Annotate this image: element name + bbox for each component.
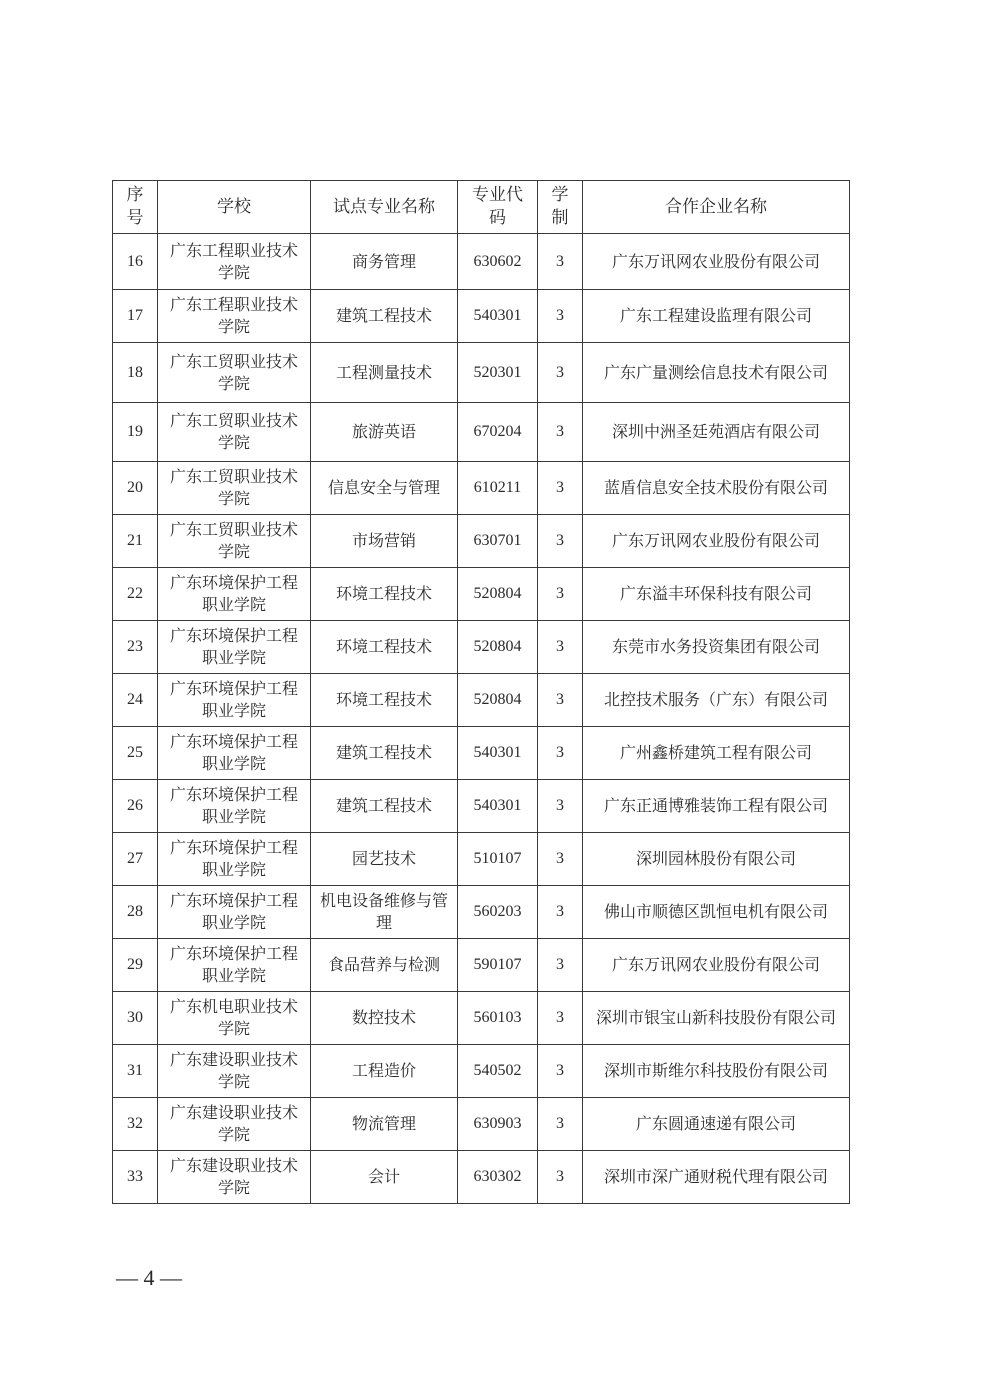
cell-years: 3 xyxy=(538,833,583,886)
table-row xyxy=(113,621,850,674)
cell-major: 工程造价 xyxy=(311,1045,458,1098)
cell-school: 广东工贸职业技术学院 xyxy=(158,462,311,515)
cell-seq: 29 xyxy=(113,939,158,992)
cell-school: 广东环境保护工程职业学院 xyxy=(158,833,311,886)
cell-school: 广东环境保护工程职业学院 xyxy=(158,780,311,833)
cell-major: 环境工程技术 xyxy=(311,568,458,621)
cell-years: 3 xyxy=(538,992,583,1045)
cell-major: 工程测量技术 xyxy=(311,343,458,403)
cell-code: 630602 xyxy=(458,234,538,290)
cell-years: 3 xyxy=(538,674,583,727)
cell-years: 3 xyxy=(538,515,583,568)
cell-years: 3 xyxy=(538,886,583,939)
table-row xyxy=(113,939,850,992)
table-row xyxy=(113,992,850,1045)
cell-seq: 30 xyxy=(113,992,158,1045)
cell-major: 建筑工程技术 xyxy=(311,290,458,343)
cell-major: 环境工程技术 xyxy=(311,621,458,674)
cell-school: 广东建设职业技术学院 xyxy=(158,1045,311,1098)
cell-code: 630701 xyxy=(458,515,538,568)
cell-seq: 18 xyxy=(113,343,158,403)
cell-code: 510107 xyxy=(458,833,538,886)
header-seq: 序号 xyxy=(113,181,158,234)
cell-school: 广东建设职业技术学院 xyxy=(158,1098,311,1151)
cell-major: 商务管理 xyxy=(311,234,458,290)
table-row xyxy=(113,833,850,886)
cell-years: 3 xyxy=(538,1045,583,1098)
cell-seq: 23 xyxy=(113,621,158,674)
header-major: 试点专业名称 xyxy=(311,181,458,234)
table-row xyxy=(113,515,850,568)
cell-code: 520301 xyxy=(458,343,538,403)
cell-school: 广东环境保护工程职业学院 xyxy=(158,727,311,780)
pilot-program-table xyxy=(112,180,850,1204)
cell-major: 园艺技术 xyxy=(311,833,458,886)
cell-company: 广东圆通速递有限公司 xyxy=(583,1098,850,1151)
cell-school: 广东环境保护工程职业学院 xyxy=(158,886,311,939)
cell-company: 广东溢丰环保科技有限公司 xyxy=(583,568,850,621)
cell-school: 广东建设职业技术学院 xyxy=(158,1151,311,1204)
cell-code: 520804 xyxy=(458,568,538,621)
table-row xyxy=(113,886,850,939)
cell-years: 3 xyxy=(538,234,583,290)
table-row xyxy=(113,462,850,515)
cell-major: 会计 xyxy=(311,1151,458,1204)
header-row xyxy=(113,181,850,234)
cell-years: 3 xyxy=(538,462,583,515)
table-body xyxy=(113,234,850,1204)
cell-company: 广东万讯网农业股份有限公司 xyxy=(583,234,850,290)
table-row xyxy=(113,343,850,403)
cell-seq: 33 xyxy=(113,1151,158,1204)
cell-seq: 21 xyxy=(113,515,158,568)
cell-company: 东莞市水务投资集团有限公司 xyxy=(583,621,850,674)
cell-seq: 27 xyxy=(113,833,158,886)
cell-company: 广州鑫桥建筑工程有限公司 xyxy=(583,727,850,780)
cell-company: 北控技术服务（广东）有限公司 xyxy=(583,674,850,727)
cell-code: 560103 xyxy=(458,992,538,1045)
cell-company: 深圳市银宝山新科技股份有限公司 xyxy=(583,992,850,1045)
header-years: 学制 xyxy=(538,181,583,234)
cell-years: 3 xyxy=(538,568,583,621)
cell-school: 广东环境保护工程职业学院 xyxy=(158,568,311,621)
cell-school: 广东工贸职业技术学院 xyxy=(158,343,311,403)
cell-school: 广东环境保护工程职业学院 xyxy=(158,674,311,727)
cell-company: 佛山市顺德区凯恒电机有限公司 xyxy=(583,886,850,939)
cell-seq: 28 xyxy=(113,886,158,939)
cell-company: 蓝盾信息安全技术股份有限公司 xyxy=(583,462,850,515)
table-row xyxy=(113,568,850,621)
cell-years: 3 xyxy=(538,403,583,462)
cell-company: 广东万讯网农业股份有限公司 xyxy=(583,515,850,568)
cell-seq: 32 xyxy=(113,1098,158,1151)
cell-seq: 26 xyxy=(113,780,158,833)
cell-company: 广东工程建设监理有限公司 xyxy=(583,290,850,343)
cell-years: 3 xyxy=(538,939,583,992)
cell-seq: 22 xyxy=(113,568,158,621)
cell-major: 信息安全与管理 xyxy=(311,462,458,515)
cell-years: 3 xyxy=(538,343,583,403)
cell-major: 数控技术 xyxy=(311,992,458,1045)
cell-major: 建筑工程技术 xyxy=(311,780,458,833)
cell-years: 3 xyxy=(538,1151,583,1204)
cell-company: 深圳中洲圣廷苑酒店有限公司 xyxy=(583,403,850,462)
cell-code: 560203 xyxy=(458,886,538,939)
cell-school: 广东工贸职业技术学院 xyxy=(158,403,311,462)
cell-code: 520804 xyxy=(458,674,538,727)
cell-company: 深圳园林股份有限公司 xyxy=(583,833,850,886)
cell-seq: 20 xyxy=(113,462,158,515)
cell-code: 540301 xyxy=(458,780,538,833)
cell-major: 环境工程技术 xyxy=(311,674,458,727)
cell-major: 物流管理 xyxy=(311,1098,458,1151)
cell-company: 广东万讯网农业股份有限公司 xyxy=(583,939,850,992)
page-number: — 4 — xyxy=(116,1265,182,1290)
cell-years: 3 xyxy=(538,780,583,833)
cell-company: 深圳市深广通财税代理有限公司 xyxy=(583,1151,850,1204)
cell-school: 广东工程职业技术学院 xyxy=(158,234,311,290)
cell-years: 3 xyxy=(538,290,583,343)
cell-major: 市场营销 xyxy=(311,515,458,568)
table-row xyxy=(113,290,850,343)
table-row xyxy=(113,1045,850,1098)
cell-school: 广东工贸职业技术学院 xyxy=(158,515,311,568)
cell-seq: 25 xyxy=(113,727,158,780)
cell-seq: 31 xyxy=(113,1045,158,1098)
cell-years: 3 xyxy=(538,1098,583,1151)
cell-years: 3 xyxy=(538,727,583,780)
header-school: 学校 xyxy=(158,181,311,234)
table-row xyxy=(113,1151,850,1204)
table-row xyxy=(113,727,850,780)
cell-company: 广东正通博雅装饰工程有限公司 xyxy=(583,780,850,833)
cell-code: 590107 xyxy=(458,939,538,992)
table-row xyxy=(113,234,850,290)
table-row xyxy=(113,674,850,727)
table-row xyxy=(113,403,850,462)
header-company: 合作企业名称 xyxy=(583,181,850,234)
cell-major: 建筑工程技术 xyxy=(311,727,458,780)
cell-code: 610211 xyxy=(458,462,538,515)
table-row xyxy=(113,1098,850,1151)
cell-years: 3 xyxy=(538,621,583,674)
cell-code: 540301 xyxy=(458,727,538,780)
cell-code: 540502 xyxy=(458,1045,538,1098)
cell-major: 机电设备维修与管理 xyxy=(311,886,458,939)
cell-code: 630903 xyxy=(458,1098,538,1151)
cell-seq: 24 xyxy=(113,674,158,727)
cell-code: 540301 xyxy=(458,290,538,343)
header-code: 专业代码 xyxy=(458,181,538,234)
cell-school: 广东环境保护工程职业学院 xyxy=(158,939,311,992)
cell-seq: 16 xyxy=(113,234,158,290)
cell-major: 食品营养与检测 xyxy=(311,939,458,992)
cell-school: 广东机电职业技术学院 xyxy=(158,992,311,1045)
cell-seq: 19 xyxy=(113,403,158,462)
table-header xyxy=(113,181,850,234)
cell-school: 广东环境保护工程职业学院 xyxy=(158,621,311,674)
cell-code: 630302 xyxy=(458,1151,538,1204)
cell-seq: 17 xyxy=(113,290,158,343)
cell-code: 670204 xyxy=(458,403,538,462)
cell-major: 旅游英语 xyxy=(311,403,458,462)
cell-company: 深圳市斯维尔科技股份有限公司 xyxy=(583,1045,850,1098)
cell-code: 520804 xyxy=(458,621,538,674)
cell-company: 广东广量测绘信息技术有限公司 xyxy=(583,343,850,403)
table-row xyxy=(113,780,850,833)
cell-school: 广东工程职业技术学院 xyxy=(158,290,311,343)
